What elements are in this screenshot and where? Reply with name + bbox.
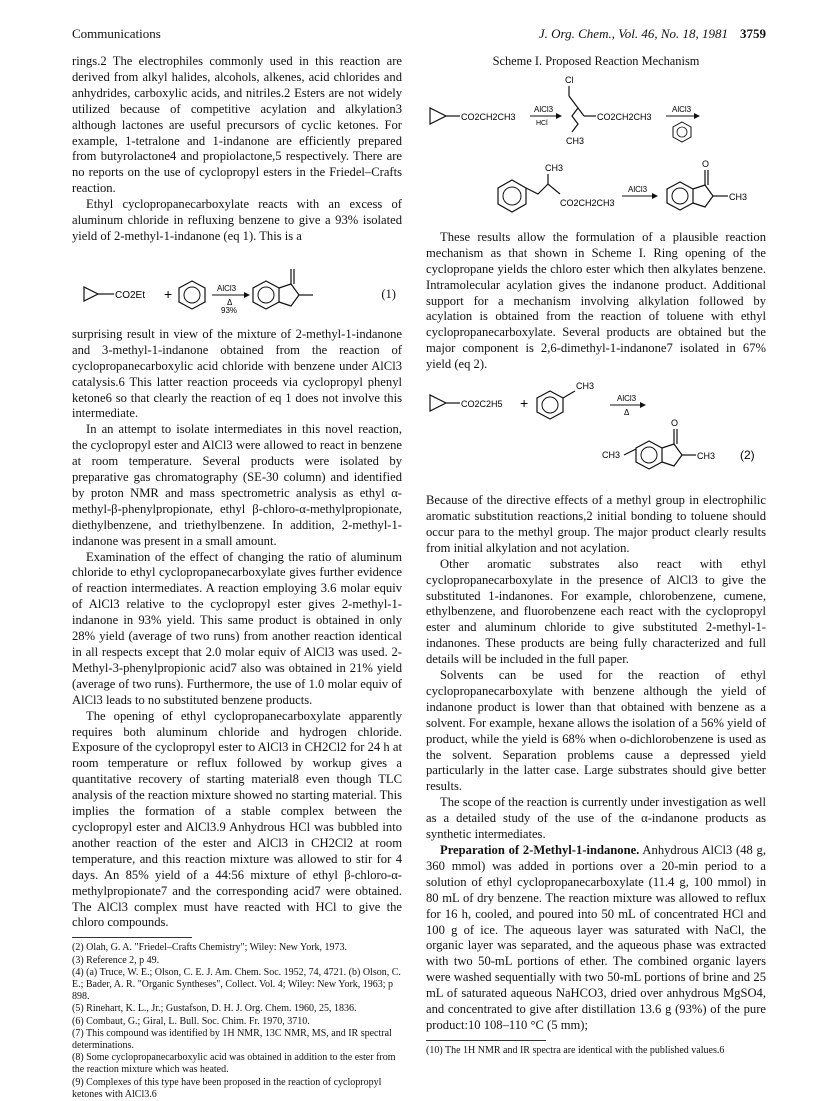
svg-text:HCl: HCl xyxy=(536,119,548,127)
equation-number: (1) xyxy=(381,286,396,301)
footnote: (3) Reference 2, p 49. xyxy=(72,954,160,966)
svg-text:Δ: Δ xyxy=(227,297,233,307)
left-column xyxy=(72,54,402,1101)
paragraph: The opening of ethyl cyclopropanecarboxylate apparently requires both aluminum chloride and hydrogen chloride. Exposure of the cyclopropyl ester to AlCl3 in CH2Cl2 for 24 h at room temperature or reflux followed by workup gives a quantitative recovery of starting material8 even though TLC analysis of the reaction mixture showed no starting material. This implies the formation of a stable complex between the cyclopropyl ester and AlCl3.9 Anhydrous HCl was bubbled into another reaction of the ester and AlCl3 in CH2Cl2 at room temperature, and this reaction mixture was allowed to stir for 4 days. An 85% yield of a 44:56 mixture of ethyl β-chloro-α-methylpropionate7 and the corresponding acid7 were obtained. The AlCl3 complex must have reacted with HCl to give the chloro compounds. xyxy=(72,708,402,930)
footnote-rule xyxy=(426,1040,546,1041)
svg-text:CH3: CH3 xyxy=(566,135,585,146)
scheme-1 xyxy=(426,72,766,230)
reagent-label: AlCl3 xyxy=(217,283,237,293)
section-label: Communications xyxy=(72,26,161,41)
reactant-label: CO2Et xyxy=(115,289,146,301)
paragraph: Examination of the effect of changing the ratio of aluminum chloride to ethyl cyclopropanecarboxylate gives further evidence of reaction intermediates. A reaction employing 3.6 molar equiv of AlCl3 relative to the cyclopropyl ester gives 2-methyl-1-indanone in 93% yield. This same product is obtained in only 28% yield (average of two runs) from another reaction identical in all respects except that 2.0 molar equiv of AlCl3 was used. 2-Methyl-3-phenylpropionic acid7 also was obtained in 21% yield (average of two runs). Furthermore, the use of 1.0 molar equiv of AlCl3 leads to no substituted benzene products. xyxy=(72,549,402,707)
paragraph: These results allow the formulation of a plausible reaction mechanism as that shown in Scheme I. Ring opening of the cyclopropane yields the chloro ester which then alkylates benzene. Intramolecular acylation gives the indanone product. Additional support for a mechanism involving alkylation followed by acylation is obtained from the reaction of toluene with ethyl cyclopropanecarboxylate. Several products are obtained but the major component is 2,6-dimethyl-1-indanone7 isolated in 67% yield (eq 2). xyxy=(426,229,766,372)
paragraph: Because of the directive effects of a methyl group in electrophilic aromatic substitution reactions,2 initial bonding to toluene should occur para to the methyl group. The major product clearly results from initial alkylation and not acylation. xyxy=(426,493,766,555)
footnotes xyxy=(72,942,402,1101)
svg-text:(2): (2) xyxy=(740,448,755,463)
svg-text:+: + xyxy=(520,395,529,412)
paragraph: The scope of the reaction is currently under investigation as well as a detailed study of the use of the α-indanone products as synthetic intermediates. xyxy=(426,795,766,842)
footnote: (5) Rinehart, K. L., Jr.; Gustafson, D. H. J. Org. Chem. 1960, 25, 1836. xyxy=(72,1003,357,1015)
scheme-title: Scheme I. Proposed Reaction Mechanism xyxy=(492,54,700,68)
svg-text:93%: 93% xyxy=(221,305,238,315)
footnote: (10) The 1H NMR and IR spectra are identical with the published values.6 xyxy=(426,1044,725,1056)
svg-text:CH3: CH3 xyxy=(602,450,621,461)
svg-text:+: + xyxy=(164,285,173,302)
footnote-rule xyxy=(72,937,192,938)
paragraph: Solvents can be used for the reaction of ethyl cyclopropanecarboxylate with benzene although the yield of indanone product is lower than that obtained with benzene as a solvent. For example, hexane allows the isolation of a 56% yield of product, while the yield is 68% when o-dichlorobenzene is used as the solvent. Separation problems cause a depressed yield particularly in the latter case. Large substrates should give better results. xyxy=(426,668,766,794)
svg-text:CH3: CH3 xyxy=(545,162,564,173)
footnote: (4) (a) Truce, W. E.; Olson, C. E. J. Am. Chem. Soc. 1952, 74, 4721. (b) Olson, C. E.; Bader, A. R. "Organic Syntheses", Collect. Vol. 4; Wiley: New York, 1963; p 898. xyxy=(72,966,401,1003)
svg-text:AlCl3: AlCl3 xyxy=(628,184,648,194)
footnote: (9) Complexes of this type have been proposed in the reaction of cyclopropyl ketones with AlCl3.6 xyxy=(72,1076,382,1100)
section-heading: Preparation of 2-Methyl-1-indanone. xyxy=(440,843,640,857)
svg-text:CH3: CH3 xyxy=(697,451,716,462)
paragraph: Preparation of 2-Methyl-1-indanone. Anhydrous AlCl3 (48 g, 360 mmol) was added in portions over a 20-min period to a solution of ethyl cyclopropanecarboxylate (11.4 g, 100 mmol) in 80 mL of dry benzene. The reaction mixture was allowed to reflux for 16 h, cooled, and poured into 50 mL of concentrated HCl and 100 g of ice. The aqueous layer was saturated with NaCl, the organic layer was separated, and the aqueous phase was extracted with two 50-mL portions of ether. The combined organic layers were washed sequentially with two 50-mL portions of brine and 25 mL of saturated aqueous NaHCO3, dried over anhydrous MgSO4, and concentrated to give after distillation 13.6 g (93%) of the pure product:10 108–110 °C (5 mm); xyxy=(426,843,767,1032)
svg-text:CO2CH2CH3: CO2CH2CH3 xyxy=(560,197,615,208)
svg-text:CO2C2H5: CO2C2H5 xyxy=(461,399,503,410)
journal-citation: J. Org. Chem., Vol. 46, No. 18, 1981 3759 xyxy=(538,26,766,41)
equation-1 xyxy=(72,249,402,325)
paragraph: surprising result in view of the mixture of 2-methyl-1-indanone and 3-methyl-1-indanone obtained from the reaction of cyclopropanecarboxylic acid chloride with benzene under AlCl3 catalysis.6 This latter reaction proceeds via cyclopropyl phenyl ketone6 so that clearly the reaction of eq 1 does not involve this intermediate. xyxy=(72,326,402,421)
svg-text:Cl: Cl xyxy=(565,74,574,85)
page-header xyxy=(72,26,766,46)
svg-text:CO2CH2CH3: CO2CH2CH3 xyxy=(461,111,516,122)
right-column xyxy=(426,54,766,1057)
paragraph: rings.2 The electrophiles commonly used in this reaction are derived from alkyl halides, alcohols, alkenes, acid chlorides and anhydrides, carboxylic acids, and nitriles.2 Esters are not widely utilized because of competitive acylation and alkylation3 although lactones are useful precursors of cyclic ketones. For example, 1-tetralone and 1-indanone are efficiently prepared from butyrolactone4 and propiolactone,5 respectively. There are no reports on the use of cyclopropyl esters in the Friedel–Crafts reaction. xyxy=(72,54,402,196)
footnote: (6) Combaut, G.; Giral, L. Bull. Soc. Chim. Fr. 1970, 3710. xyxy=(72,1015,310,1027)
svg-text:Δ: Δ xyxy=(624,408,630,418)
svg-text:O: O xyxy=(671,418,679,429)
equation-2 xyxy=(426,377,766,489)
svg-text:CO2CH2CH3: CO2CH2CH3 xyxy=(597,111,652,122)
page-number: 3759 xyxy=(740,26,766,41)
footnote: (7) This compound was identified by 1H NMR, 13C NMR, MS, and IR spectral determinations. xyxy=(72,1027,392,1051)
svg-text:AlCl3: AlCl3 xyxy=(534,104,554,114)
paragraph: In an attempt to isolate intermediates in this novel reaction, the cyclopropyl ester and AlCl3 were allowed to react in benzene at room temperature. Several products were isolated by preparative gas chromatography (SE-30 column) and identified by proton NMR and mass spectrometric analysis as ethyl α-methyl-β-phenylpropionate, ethyl β-chloro-α-methylpropionate, diethylbenzene, and triethylbenzene. In addition, 2-methyl-1-indanone was present in a small amount. xyxy=(72,422,402,548)
svg-text:CH3: CH3 xyxy=(729,191,748,202)
footnote: (2) Olah, G. A. "Friedel–Crafts Chemistry"; Wiley: New York, 1973. xyxy=(72,942,348,954)
paragraph: Other aromatic substrates also react with ethyl cyclopropanecarboxylate in the presence of AlCl3 to give the substituted 1-indanones. For example, chlorobenzene, cumene, ethylbenzene, and fluorobenzene each react with the cyclopropyl ester and aluminum chloride to give substituted 2-methyl-1-indanones. These products are being fully characterized and full details will be included in the full paper. xyxy=(426,556,766,667)
svg-text:AlCl3: AlCl3 xyxy=(672,104,692,114)
footnote: (8) Some cyclopropanecarboxylic acid was obtained in addition to the ester from the reaction mixture which was heated. xyxy=(72,1052,396,1076)
svg-text:O: O xyxy=(702,158,710,169)
svg-text:CH3: CH3 xyxy=(576,381,595,392)
paragraph: Ethyl cyclopropanecarboxylate reacts with an excess of aluminum chloride in refluxing benzene to give a 93% isolated yield of 2-methyl-1-indanone (eq 1). This is a xyxy=(72,197,402,243)
svg-text:AlCl3: AlCl3 xyxy=(617,394,637,404)
